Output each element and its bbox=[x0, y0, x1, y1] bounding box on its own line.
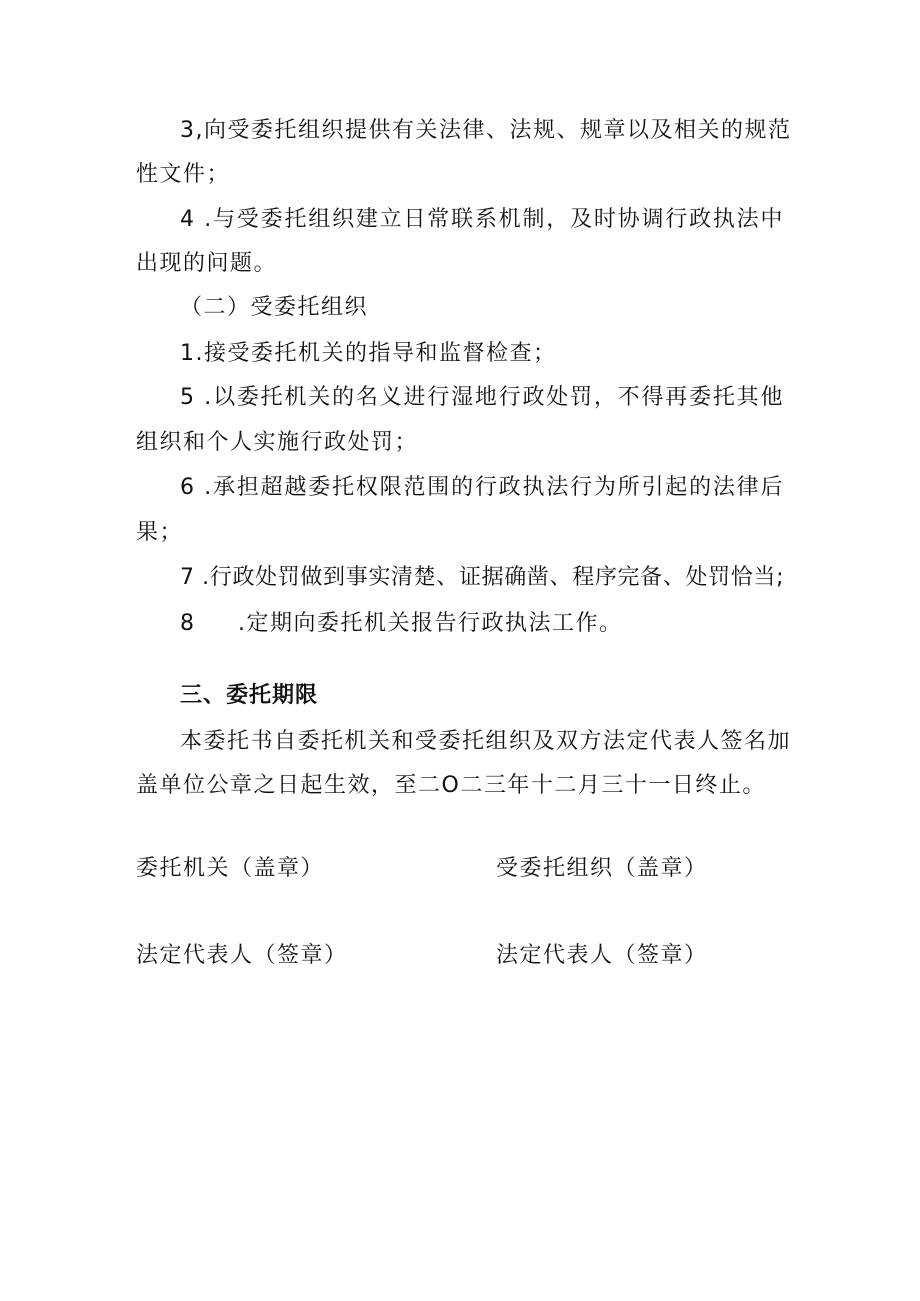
section3-title: 三、委托期限 bbox=[180, 683, 319, 708]
signature-right-seal: 受委托组织（盖章） bbox=[496, 856, 708, 881]
subsection-two-item5-line1: 5 .以委托机关的名义进行湿地行政处罚，不得再委托其他 bbox=[180, 385, 784, 410]
subsection-two-item8-number: 8 bbox=[180, 611, 196, 636]
signature-left-representative: 法定代表人（签章） bbox=[136, 943, 348, 968]
signature-right-representative: 法定代表人（签章） bbox=[496, 943, 708, 968]
item3-line1: 3,向受委托组织提供有关法律、法规、规章以及相关的规范 bbox=[180, 118, 792, 143]
item3-line2: 性文件； bbox=[136, 162, 231, 187]
subsection-two-item6-line1: 6 .承担超越委托权限范围的行政执法行为所引起的法律后 bbox=[180, 475, 784, 500]
item4-line2: 出现的问题。 bbox=[136, 251, 278, 276]
subsection-two-item7: 7 .行政处罚做到事实清楚、证据确凿、程序完备、处罚恰当; bbox=[180, 565, 784, 590]
subsection-two-item1: 1.接受委托机关的指导和监督检查； bbox=[180, 341, 557, 366]
subsection-two-item8-text: .定期向委托机关报告行政执法工作。 bbox=[238, 611, 623, 636]
subsection-two-item6-line2: 果； bbox=[136, 520, 184, 545]
subsection-two-title: （二）受委托组织 bbox=[180, 295, 369, 320]
signature-left-seal: 委托机关（盖章） bbox=[136, 856, 325, 881]
subsection-two-item5-line2: 组织和个人实施行政处罚； bbox=[136, 430, 419, 455]
section3-paragraph-line1: 本委托书自委托机关和受委托组织及双方法定代表人签名加 bbox=[180, 729, 792, 754]
item4-line1: 4 .与受委托组织建立日常联系机制，及时协调行政执法中 bbox=[180, 207, 784, 232]
section3-paragraph-line2: 盖单位公章之日起生效，至二O二三年十二月三十一日终止。 bbox=[136, 773, 766, 798]
